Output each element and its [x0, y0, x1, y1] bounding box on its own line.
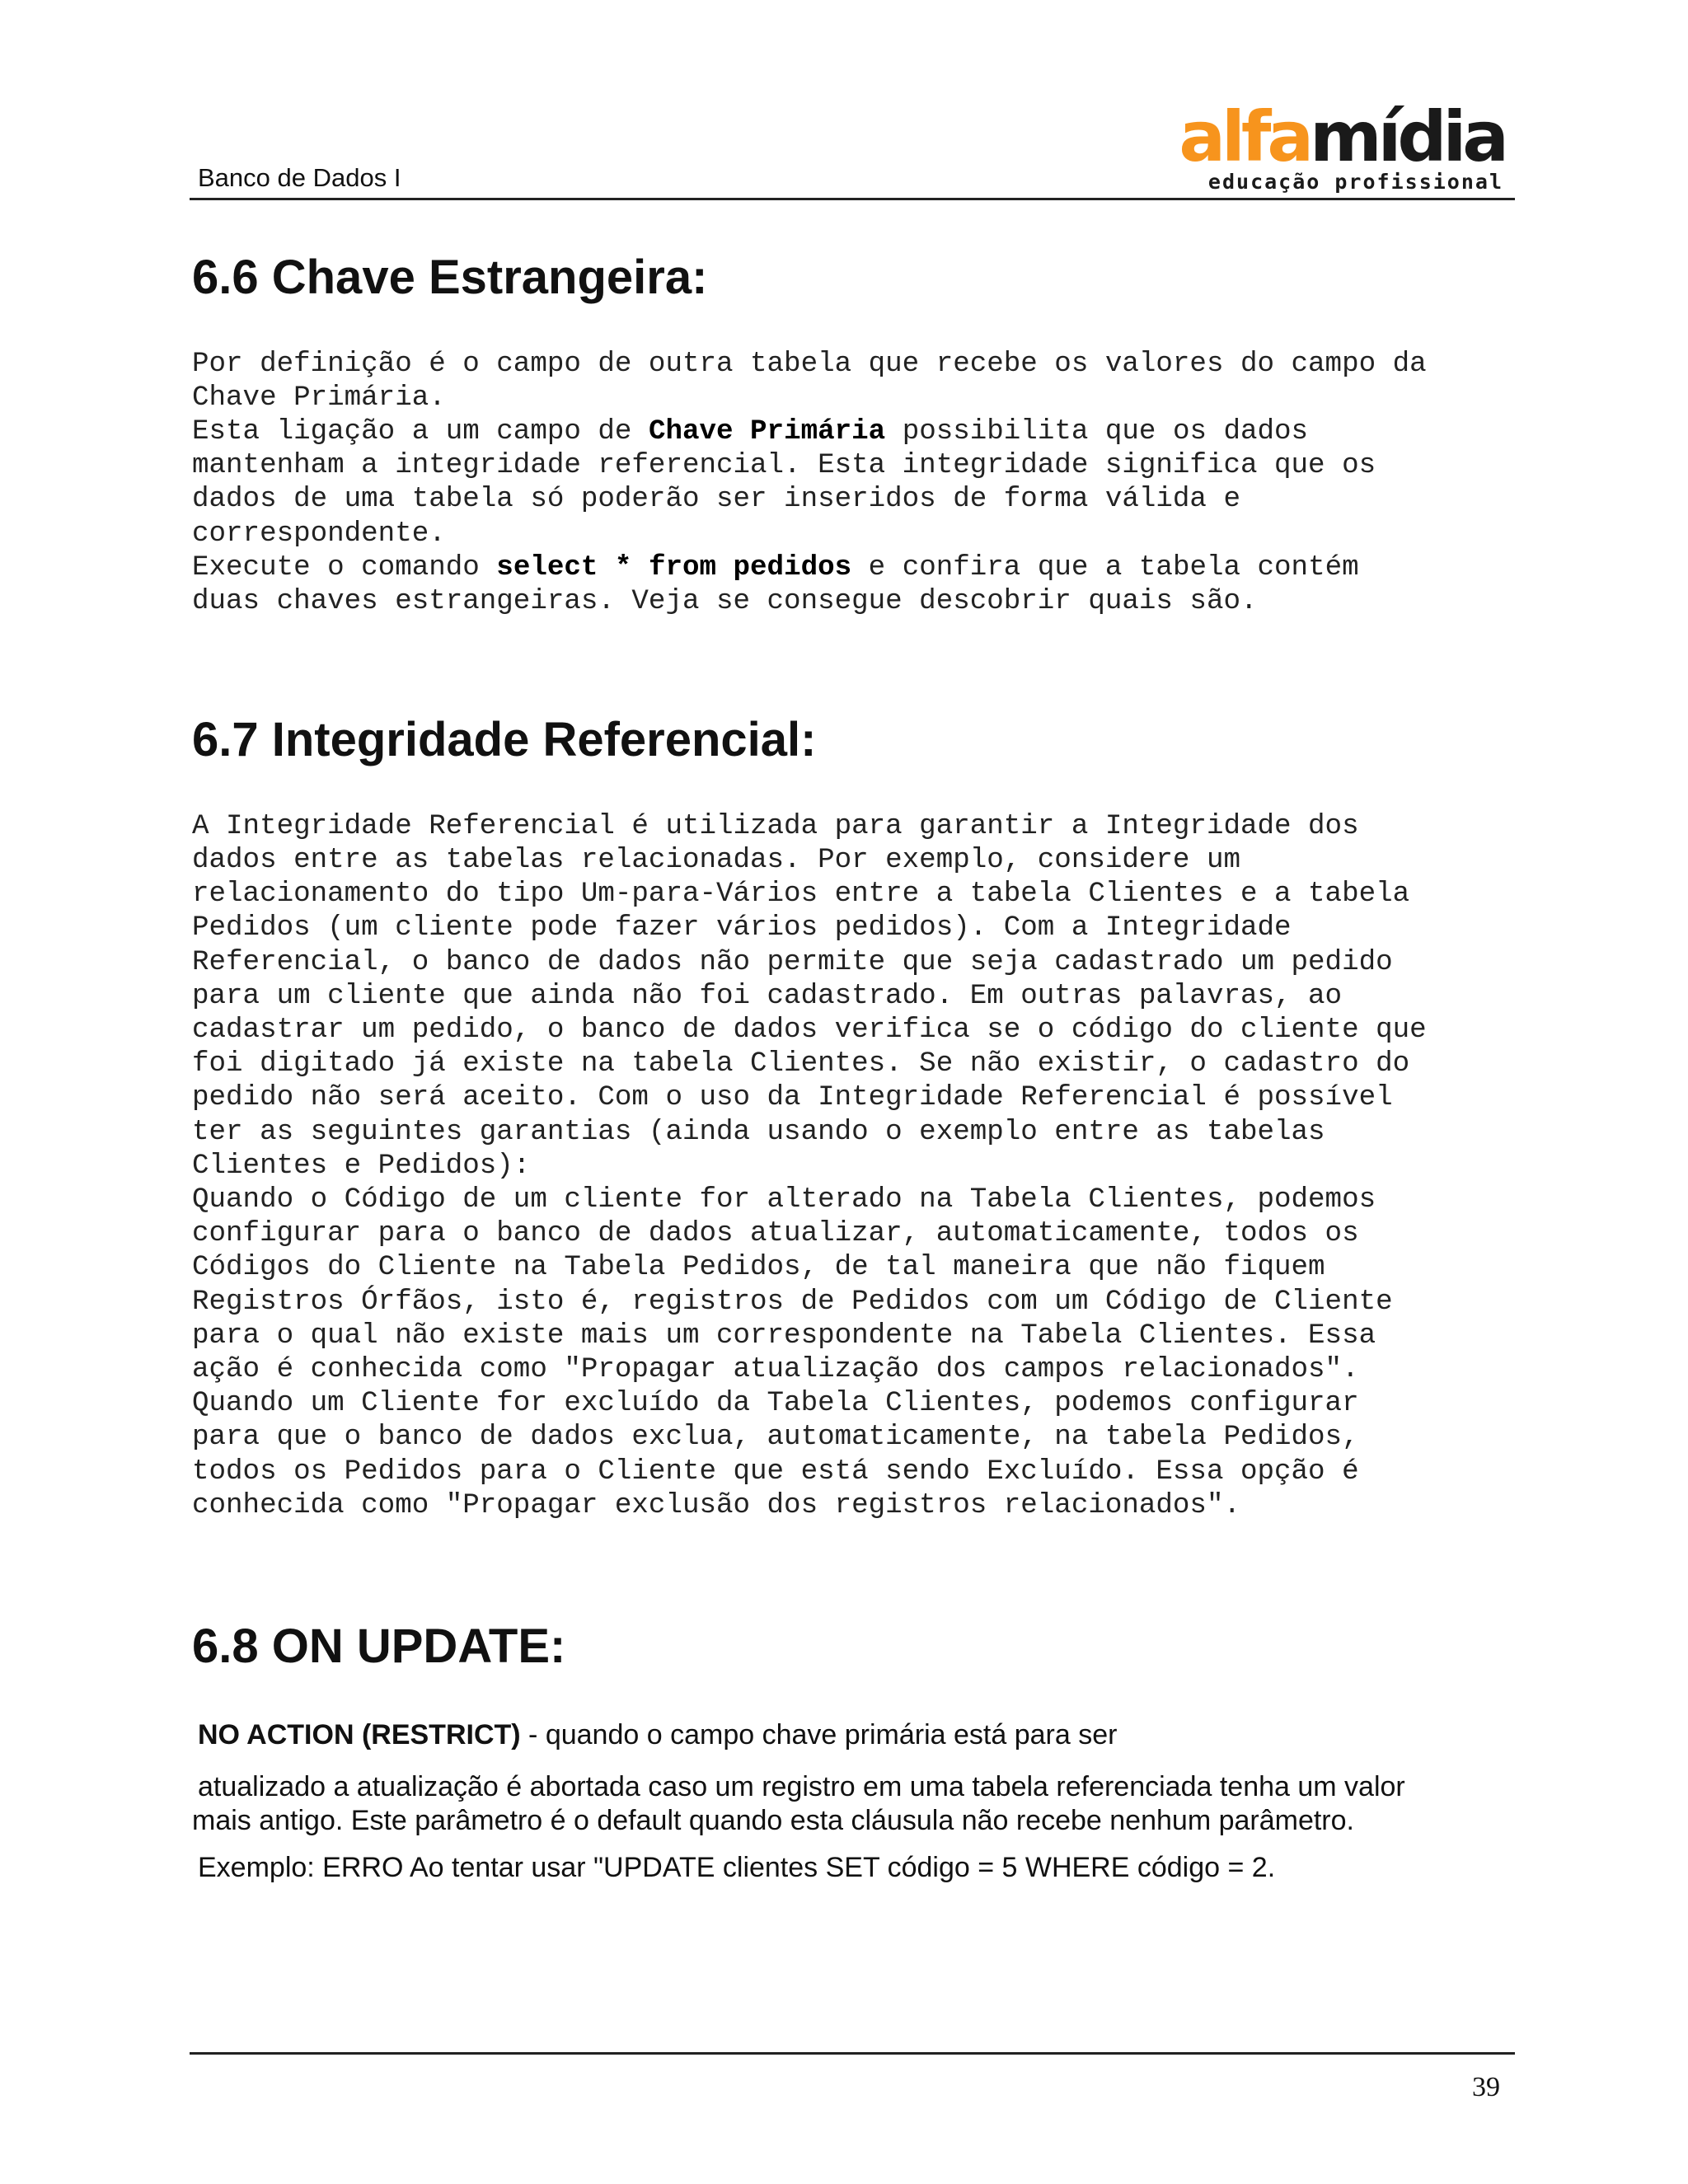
section-integridade-referencial	[192, 711, 1519, 1523]
text-line	[192, 449, 1519, 483]
text-line	[192, 1489, 1519, 1523]
text-line	[192, 1286, 1519, 1319]
text-line	[192, 980, 1519, 1014]
text-run: Quando o Código de um cliente for alterado na Tabela Clientes, podemos	[192, 1184, 1376, 1216]
text-run: correspondente.	[192, 518, 446, 550]
text-run: Chave Primária.	[192, 382, 446, 414]
text-line	[192, 1421, 1519, 1455]
text-line	[192, 1353, 1519, 1387]
text-line	[192, 844, 1519, 878]
text-run: todos os Pedidos para o Cliente que está sendo Excluído. Essa opção é	[192, 1455, 1359, 1488]
text-run: relacionamento do tipo Um-para-Vários entre a tabela Clientes e a tabela	[192, 879, 1410, 911]
section-body	[192, 810, 1519, 1523]
section-body	[192, 348, 1519, 620]
svg-text:alfamídia	[1179, 96, 1505, 177]
text-run: Pedidos (um cliente pode fazer vários pedidos). Com a Integridade	[192, 912, 1292, 944]
text-run: Por definição é o campo de outra tabela que recebe os valores do campo da	[192, 348, 1427, 380]
text-line	[192, 551, 1519, 585]
text-line	[192, 1047, 1519, 1081]
text-line	[192, 1387, 1519, 1421]
text-run: Registros Órfãos, isto é, registros de Pedidos com um Código de Cliente	[192, 1286, 1393, 1318]
text-line	[192, 518, 1519, 551]
text-run: para um cliente que ainda não foi cadastrado. Em outras palavras, ao	[192, 980, 1343, 1012]
text-run: Códigos do Cliente na Tabela Pedidos, de tal maneira que não fiquem	[192, 1252, 1325, 1284]
text-run: ter as seguintes garantias (ainda usando o exemplo entre as tabelas	[192, 1116, 1325, 1148]
text-run: configurar para o banco de dados atualizar, automaticamente, todos os	[192, 1218, 1359, 1250]
text-run: e confira que a tabela contém	[851, 551, 1359, 583]
no-action-paragraph	[192, 1718, 1519, 1752]
bold-term: select * from pedidos	[496, 551, 852, 583]
text-run: Referencial, o banco de dados não permite que seja cadastrado um pedido	[192, 946, 1393, 978]
text-run: conhecida como "Propagar exclusão dos registros relacionados".	[192, 1489, 1240, 1521]
example-paragraph: Exemplo: ERRO Ao tentar usar "UPDATE clientes SET código = 5 WHERE código = 2.	[198, 1852, 1276, 1884]
text-line	[192, 382, 1519, 415]
text-line	[192, 415, 1519, 449]
section-title: 6.7 Integridade Referencial:	[192, 713, 817, 767]
text-line	[192, 946, 1519, 980]
text-run: Execute o comando	[192, 551, 497, 583]
text-run: dados entre as tabelas relacionadas. Por exemplo, considere um	[192, 845, 1240, 877]
text-run: Clientes e Pedidos):	[192, 1150, 531, 1182]
text-run: ação é conhecida como "Propagar atualização dos campos relacionados".	[192, 1354, 1359, 1386]
text-run: A Integridade Referencial é utilizada para garantir a Integridade dos	[192, 810, 1359, 842]
logo-tagline: educação profissional	[1207, 170, 1503, 194]
text-run: dados de uma tabela só poderão ser inseridos de forma válida e	[192, 484, 1240, 516]
section-on-update	[192, 1618, 1519, 1885]
text-line	[192, 1081, 1519, 1115]
no-action-text: - quando o campo chave primária está para ser	[520, 1718, 1118, 1750]
text-line	[192, 810, 1519, 844]
section-title: 6.6 Chave Estrangeira:	[192, 251, 708, 304]
document-title: Banco de Dados I	[198, 163, 401, 192]
text-run: pedido não será aceito. Com o uso da Integridade Referencial é possível	[192, 1082, 1393, 1114]
text-line	[192, 1116, 1519, 1150]
bold-term: Chave Primária	[648, 416, 886, 448]
no-action-detail	[192, 1770, 1519, 1838]
footer-divider	[190, 2052, 1515, 2055]
text-line	[192, 348, 1519, 382]
detail-line-1: atualizado a atualização é abortada caso um registro em uma tabela referenciada tenha um valor	[198, 1771, 1405, 1803]
text-run: para o qual não existe mais um correspondente na Tabela Clientes. Essa	[192, 1319, 1376, 1352]
text-line	[192, 1319, 1519, 1353]
text-run: cadastrar um pedido, o banco de dados verifica se o código do cliente que	[192, 1015, 1427, 1047]
text-line	[192, 1150, 1519, 1183]
text-line	[192, 878, 1519, 912]
text-line	[192, 912, 1519, 945]
logo-part-midia: mídia	[1310, 96, 1505, 177]
text-run: foi digitado já existe na tabela Clientes. Se não existir, o cadastro do	[192, 1048, 1410, 1080]
text-line	[192, 1014, 1519, 1047]
text-run: Quando um Cliente for excluído da Tabela Clientes, podemos configurar	[192, 1388, 1359, 1420]
text-run: mantenham a integridade referencial. Esta integridade significa que os	[192, 450, 1376, 482]
page-header	[190, 96, 1515, 200]
text-line	[192, 585, 1519, 619]
section-title: 6.8 ON UPDATE:	[192, 1619, 566, 1674]
page-content	[192, 239, 1519, 1885]
alfamidia-logo	[1179, 96, 1507, 194]
text-line	[192, 483, 1519, 517]
text-line	[192, 1183, 1519, 1217]
text-run: duas chaves estrangeiras. Veja se consegue descobrir quais são.	[192, 586, 1258, 618]
section-chave-estrangeira	[192, 249, 1519, 619]
page-number: 39	[1472, 2072, 1500, 2102]
text-line	[192, 1217, 1519, 1251]
detail-line-2: mais antigo. Este parâmetro é o default quando esta cláusula não recebe nenhum parâmetro.	[192, 1805, 1354, 1837]
text-run: Esta ligação a um campo de	[192, 416, 649, 448]
logo-part-alfa: alfa	[1179, 96, 1311, 177]
no-action-label: NO ACTION (RESTRICT)	[198, 1718, 521, 1750]
text-run: para que o banco de dados exclua, automaticamente, na tabela Pedidos,	[192, 1422, 1359, 1454]
text-run: possibilita que os dados	[885, 416, 1309, 448]
text-line	[192, 1251, 1519, 1285]
text-line	[192, 1455, 1519, 1489]
